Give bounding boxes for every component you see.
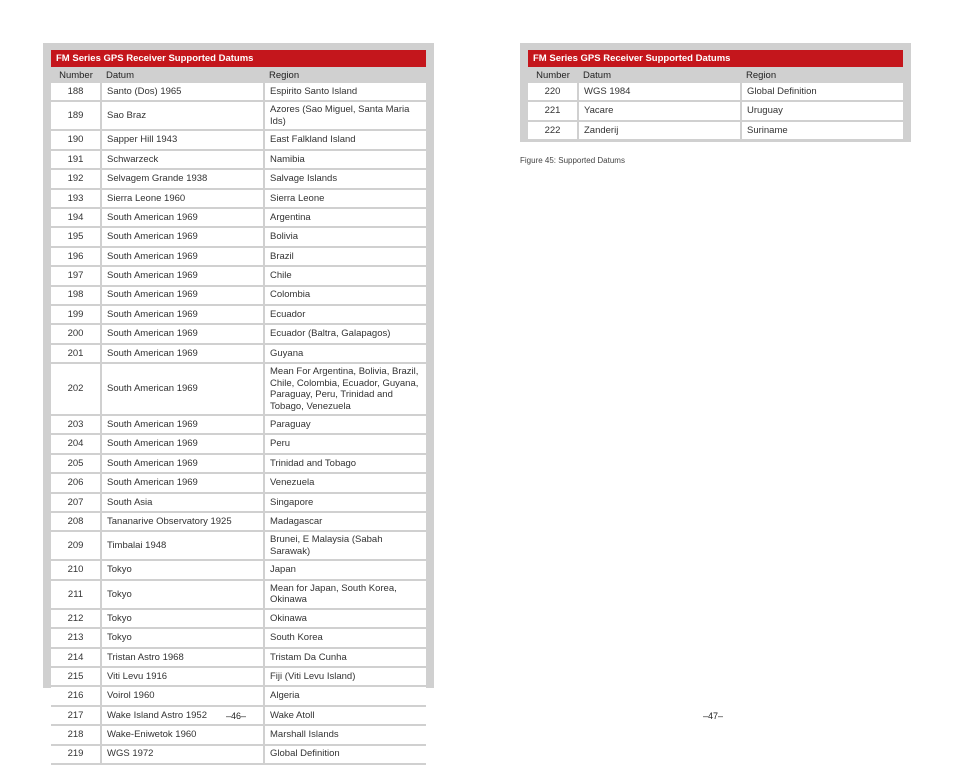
cell-number: 196 bbox=[51, 247, 101, 266]
cell-number: 218 bbox=[51, 725, 101, 744]
cell-region: Mean for Japan, South Korea, Okinawa bbox=[264, 580, 426, 609]
cell-number: 208 bbox=[51, 512, 101, 531]
cell-datum: Timbalai 1948 bbox=[101, 531, 264, 560]
cell-region: Salvage Islands bbox=[264, 169, 426, 188]
table-row bbox=[51, 415, 426, 434]
cell-region: Madagascar bbox=[264, 512, 426, 531]
cell-number: 191 bbox=[51, 150, 101, 169]
cell-region: Global Definition bbox=[741, 83, 903, 101]
table-row bbox=[51, 305, 426, 324]
datums-table bbox=[51, 67, 426, 765]
table-row bbox=[51, 493, 426, 512]
table-row bbox=[51, 266, 426, 285]
table-row bbox=[51, 560, 426, 579]
cell-region: Azores (Sao Miguel, Santa Maria Ids) bbox=[264, 101, 426, 130]
cell-datum: South American 1969 bbox=[101, 324, 264, 343]
cell-region: Ecuador (Baltra, Galapagos) bbox=[264, 324, 426, 343]
cell-number: 193 bbox=[51, 189, 101, 208]
cell-region: Okinawa bbox=[264, 609, 426, 628]
table-row bbox=[51, 286, 426, 305]
cell-number: 189 bbox=[51, 101, 101, 130]
cell-number: 216 bbox=[51, 686, 101, 705]
cell-datum: Zanderij bbox=[578, 121, 741, 140]
table-row bbox=[51, 531, 426, 560]
cell-region: Chile bbox=[264, 266, 426, 285]
cell-region: Fiji (Viti Levu Island) bbox=[264, 667, 426, 686]
cell-datum: Wake Island Astro 1952 bbox=[101, 706, 264, 725]
table-row bbox=[51, 686, 426, 705]
cell-datum: Voirol 1960 bbox=[101, 686, 264, 705]
cell-region: Marshall Islands bbox=[264, 725, 426, 744]
cell-datum: Viti Levu 1916 bbox=[101, 667, 264, 686]
table-row bbox=[528, 101, 903, 120]
cell-region: Espirito Santo Island bbox=[264, 83, 426, 101]
header-region: Region bbox=[264, 67, 426, 83]
cell-number: 220 bbox=[528, 83, 578, 101]
cell-number: 210 bbox=[51, 560, 101, 579]
cell-number: 203 bbox=[51, 415, 101, 434]
cell-region: Ecuador bbox=[264, 305, 426, 324]
cell-datum: Tokyo bbox=[101, 609, 264, 628]
cell-number: 199 bbox=[51, 305, 101, 324]
cell-datum: Sao Braz bbox=[101, 101, 264, 130]
cell-datum: South American 1969 bbox=[101, 305, 264, 324]
table-row bbox=[51, 208, 426, 227]
cell-datum: Schwarzeck bbox=[101, 150, 264, 169]
cell-datum: South American 1969 bbox=[101, 208, 264, 227]
cell-region: Algeria bbox=[264, 686, 426, 705]
cell-number: 222 bbox=[528, 121, 578, 140]
table-row bbox=[51, 473, 426, 492]
cell-region: Tristam Da Cunha bbox=[264, 648, 426, 667]
header-datum: Datum bbox=[578, 67, 741, 83]
cell-region: Global Definition bbox=[264, 745, 426, 764]
cell-region: Argentina bbox=[264, 208, 426, 227]
table-row bbox=[51, 83, 426, 101]
cell-number: 213 bbox=[51, 628, 101, 647]
cell-number: 190 bbox=[51, 130, 101, 149]
cell-region: Brunei, E Malaysia (Sabah Sarawak) bbox=[264, 531, 426, 560]
cell-number: 188 bbox=[51, 83, 101, 101]
cell-number: 214 bbox=[51, 648, 101, 667]
cell-region: Bolivia bbox=[264, 227, 426, 246]
cell-region: Sierra Leone bbox=[264, 189, 426, 208]
cell-datum: South American 1969 bbox=[101, 415, 264, 434]
cell-datum: Tokyo bbox=[101, 560, 264, 579]
table-row bbox=[51, 725, 426, 744]
table-row bbox=[51, 227, 426, 246]
table-row bbox=[51, 344, 426, 363]
cell-datum: Selvagem Grande 1938 bbox=[101, 169, 264, 188]
cell-region: Suriname bbox=[741, 121, 903, 140]
cell-number: 197 bbox=[51, 266, 101, 285]
cell-datum: Wake-Eniwetok 1960 bbox=[101, 725, 264, 744]
cell-datum: Tananarive Observatory 1925 bbox=[101, 512, 264, 531]
table-header-row bbox=[528, 67, 903, 83]
cell-datum: Sapper Hill 1943 bbox=[101, 130, 264, 149]
cell-datum: WGS 1984 bbox=[578, 83, 741, 101]
table-row bbox=[51, 363, 426, 415]
cell-datum: South American 1969 bbox=[101, 473, 264, 492]
cell-datum: South American 1969 bbox=[101, 286, 264, 305]
table-title: FM Series GPS Receiver Supported Datums bbox=[51, 50, 426, 67]
cell-datum: South American 1969 bbox=[101, 434, 264, 453]
table-row bbox=[51, 745, 426, 764]
table-row bbox=[51, 150, 426, 169]
cell-number: 198 bbox=[51, 286, 101, 305]
header-datum: Datum bbox=[101, 67, 264, 83]
page-number-left: –46– bbox=[226, 711, 247, 721]
cell-number: 207 bbox=[51, 493, 101, 512]
header-number: Number bbox=[528, 67, 578, 83]
cell-number: 200 bbox=[51, 324, 101, 343]
cell-datum: Tokyo bbox=[101, 628, 264, 647]
header-region: Region bbox=[741, 67, 903, 83]
cell-number: 192 bbox=[51, 169, 101, 188]
cell-datum: South American 1969 bbox=[101, 454, 264, 473]
table-row bbox=[51, 324, 426, 343]
table-row bbox=[51, 580, 426, 609]
cell-region: Trinidad and Tobago bbox=[264, 454, 426, 473]
table-header-row bbox=[51, 67, 426, 83]
cell-region: South Korea bbox=[264, 628, 426, 647]
cell-region: Venezuela bbox=[264, 473, 426, 492]
cell-datum: South American 1969 bbox=[101, 247, 264, 266]
cell-datum: Yacare bbox=[578, 101, 741, 120]
cell-datum: Sierra Leone 1960 bbox=[101, 189, 264, 208]
cell-region: Peru bbox=[264, 434, 426, 453]
cell-datum: Tristan Astro 1968 bbox=[101, 648, 264, 667]
cell-number: 212 bbox=[51, 609, 101, 628]
cell-datum: South American 1969 bbox=[101, 266, 264, 285]
cell-number: 206 bbox=[51, 473, 101, 492]
table-row bbox=[51, 609, 426, 628]
table-row bbox=[51, 628, 426, 647]
cell-datum: Santo (Dos) 1965 bbox=[101, 83, 264, 101]
table-title: FM Series GPS Receiver Supported Datums bbox=[528, 50, 903, 67]
cell-number: 202 bbox=[51, 363, 101, 415]
cell-datum: South American 1969 bbox=[101, 344, 264, 363]
cell-number: 205 bbox=[51, 454, 101, 473]
cell-datum: South Asia bbox=[101, 493, 264, 512]
cell-number: 204 bbox=[51, 434, 101, 453]
datums-table bbox=[528, 67, 903, 141]
cell-datum: WGS 1972 bbox=[101, 745, 264, 764]
table-row bbox=[51, 648, 426, 667]
header-number: Number bbox=[51, 67, 101, 83]
cell-region: Uruguay bbox=[741, 101, 903, 120]
table-body bbox=[528, 83, 903, 140]
cell-datum: South American 1969 bbox=[101, 363, 264, 415]
table-row bbox=[51, 101, 426, 130]
table-row bbox=[51, 667, 426, 686]
table-row bbox=[51, 434, 426, 453]
cell-region: Guyana bbox=[264, 344, 426, 363]
table-row bbox=[528, 121, 903, 140]
cell-number: 219 bbox=[51, 745, 101, 764]
cell-region: Paraguay bbox=[264, 415, 426, 434]
datums-table-panel-right bbox=[520, 43, 911, 142]
cell-number: 217 bbox=[51, 706, 101, 725]
table-row bbox=[51, 189, 426, 208]
figure-caption: Figure 45: Supported Datums bbox=[520, 156, 625, 165]
cell-region: Brazil bbox=[264, 247, 426, 266]
cell-region: Japan bbox=[264, 560, 426, 579]
cell-number: 215 bbox=[51, 667, 101, 686]
cell-region: Colombia bbox=[264, 286, 426, 305]
table-row bbox=[51, 512, 426, 531]
cell-region: East Falkland Island bbox=[264, 130, 426, 149]
cell-datum: South American 1969 bbox=[101, 227, 264, 246]
cell-number: 221 bbox=[528, 101, 578, 120]
table-row bbox=[51, 169, 426, 188]
table-row bbox=[51, 454, 426, 473]
cell-number: 209 bbox=[51, 531, 101, 560]
cell-number: 194 bbox=[51, 208, 101, 227]
cell-region: Mean For Argentina, Bolivia, Brazil, Chile, Colombia, Ecuador, Guyana, Paraguay, Peru, Trinidad and Tobago, Venezuela bbox=[264, 363, 426, 415]
page-number-right: –47– bbox=[703, 711, 724, 721]
table-row bbox=[528, 83, 903, 101]
table-row bbox=[51, 130, 426, 149]
table-row bbox=[51, 247, 426, 266]
cell-region: Singapore bbox=[264, 493, 426, 512]
cell-datum: Tokyo bbox=[101, 580, 264, 609]
cell-region: Namibia bbox=[264, 150, 426, 169]
cell-number: 195 bbox=[51, 227, 101, 246]
table-body bbox=[51, 83, 426, 764]
cell-number: 201 bbox=[51, 344, 101, 363]
cell-region: Wake Atoll bbox=[264, 706, 426, 725]
cell-number: 211 bbox=[51, 580, 101, 609]
